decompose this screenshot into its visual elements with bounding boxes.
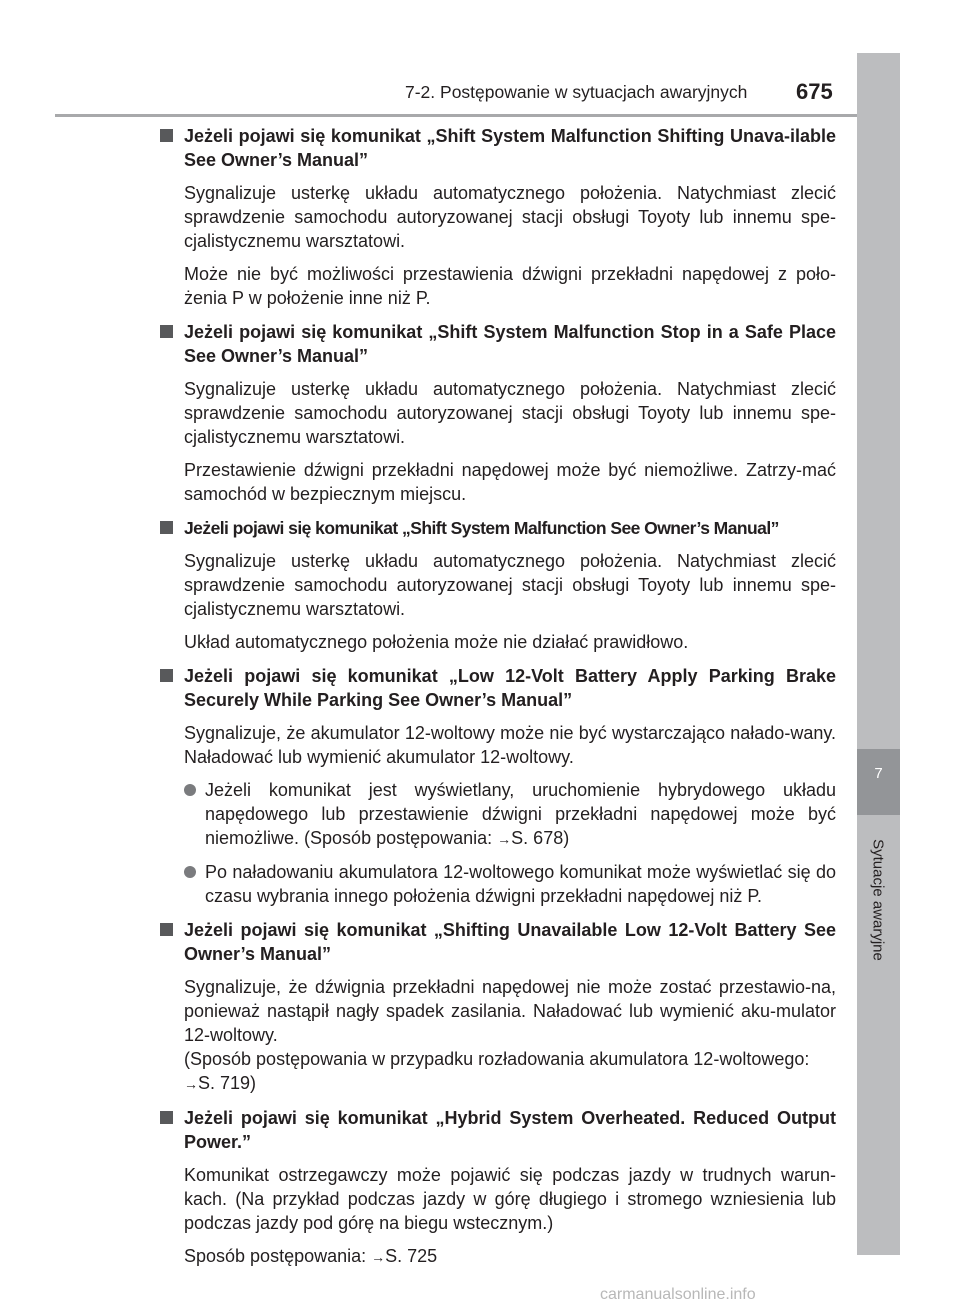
square-bullet-icon: [160, 521, 173, 534]
paragraph: Sygnalizuje, że dźwignia przekładni napędowej nie może zostać przestawio-na, ponieważ nastąpił nagły spadek zasilania. Naładować lub wymienić aku-mulator 12-woltowy.: [184, 977, 836, 1045]
bullet-item: [160, 778, 836, 851]
section-heading-text: Jeżeli pojawi się komunikat „Low 12-Volt Battery Apply Parking Brake Securely While Parking See Owner’s Manual”: [184, 666, 836, 710]
page-number: 675: [796, 79, 833, 104]
section-heading-text: Jeżeli pojawi się komunikat „Shift System Malfunction See Owner’s Manual”: [184, 518, 779, 538]
paragraph: Układ automatycznego położenia może nie działać prawidłowo.: [184, 632, 689, 652]
bullet-text: Po naładowaniu akumulatora 12-woltowego komunikat może wyświetlać się do czasu wybrania innego położenia dźwigni przekładni napędowej niż P.: [205, 862, 836, 906]
paragraph: Może nie być możliwości przestawienia dźwigni przekładni napędowej z poło-żenia P w położenie inne niż P.: [184, 264, 836, 308]
bullet-text: Jeżeli komunikat jest wyświetlany, uruchomienie hybrydowego układu napędowego lub przestawienie dźwigni przekładni napędowej może być niemożliwe. (Sposób postępowania:: [205, 780, 836, 848]
chapter-number-box: [857, 749, 900, 815]
chapter-side-tab: [857, 53, 900, 1255]
note-text: (Sposób postępowania w przypadku rozładowania akumulatora 12-woltowego:: [184, 1049, 810, 1069]
procedure-text: Sposób postępowania:: [184, 1246, 372, 1266]
section-stop-safe-place: [160, 320, 836, 506]
section-shift-malfunction: [160, 516, 836, 654]
section-heading: [160, 516, 836, 540]
paragraph: Sygnalizuje usterkę układu automatycznego położenia. Natychmiast zlecić sprawdzenie samochodu autoryzowanej stacji obsługi Toyoty lub innemu spe-cjalistycznemu warsztatowi.: [184, 379, 836, 447]
section-shifting-unavailable-battery: [160, 918, 836, 1096]
chapter-number: 7: [874, 765, 883, 782]
section-hybrid-overheated: [160, 1106, 836, 1269]
paragraph: Sygnalizuje usterkę układu automatycznego położenia. Natychmiast zlecić sprawdzenie samochodu autoryzowanej stacji obsługi Toyoty lub innemu spe-cjalistycznemu warsztatowi.: [184, 551, 836, 619]
section-heading-text: Jeżeli pojawi się komunikat „Shifting Unavailable Low 12-Volt Battery See Owner’s Manual”: [184, 920, 836, 964]
page-reference[interactable]: S. 719): [198, 1073, 257, 1093]
square-bullet-icon: [160, 325, 173, 338]
section-heading: [160, 918, 836, 966]
paragraph: Przestawienie dźwigni przekładni napędowej może być niemożliwe. Zatrzy-mać samochód w bezpiecznym miejscu.: [184, 460, 836, 504]
section-heading-text: Jeżeli pojawi się komunikat „Shift System Malfunction Shifting Unava-ilable See Owner’s Manual”: [184, 126, 836, 170]
square-bullet-icon: [160, 669, 173, 682]
running-header-title: 7-2. Postępowanie w sytuacjach awaryjnych: [405, 82, 748, 102]
square-bullet-icon: [160, 1111, 173, 1124]
header-rule: [55, 114, 857, 117]
page-reference[interactable]: S. 678): [511, 828, 570, 848]
arrow-right-icon: →: [497, 831, 512, 847]
watermark: carmanualsonline.info: [600, 1286, 756, 1303]
arrow-right-icon: →: [371, 1249, 386, 1265]
page-content: [160, 124, 836, 1279]
section-shift-unavailable: [160, 124, 836, 310]
chapter-label: Sytuacje awaryjne: [869, 839, 887, 961]
reference-note: [160, 1047, 836, 1096]
page-reference[interactable]: S. 725: [385, 1246, 438, 1266]
section-heading: [160, 124, 836, 172]
procedure-reference: [160, 1244, 836, 1269]
arrow-right-icon: →: [184, 1076, 198, 1092]
square-bullet-icon: [160, 129, 173, 142]
square-bullet-icon: [160, 923, 173, 936]
paragraph: Sygnalizuje, że akumulator 12-woltowy może nie być wystarczająco nałado-wany. Naładować lub wymienić akumulator 12-woltowy.: [184, 723, 836, 767]
section-heading-text: Jeżeli pojawi się komunikat „Shift System Malfunction Stop in a Safe Place See Owner’s Manual”: [184, 322, 836, 366]
section-heading-text: Jeżeli pojawi się komunikat „Hybrid System Overheated. Reduced Output Power.”: [184, 1108, 836, 1152]
section-heading: [160, 320, 836, 368]
bullet-item: [160, 860, 836, 908]
paragraph: Komunikat ostrzegawczy może pojawić się podczas jazdy w trudnych warun-kach. (Na przykład podczas jazdy w górę długiego i stromego wzniesienia lub podczas jazdy pod górę na biegu wstecznym.): [184, 1165, 836, 1233]
section-heading: [160, 664, 836, 712]
paragraph: Sygnalizuje usterkę układu automatycznego położenia. Natychmiast zlecić sprawdzenie samochodu autoryzowanej stacji obsługi Toyoty lub innemu spe-cjalistycznemu warsztatowi.: [184, 183, 836, 251]
section-heading: [160, 1106, 836, 1154]
circle-bullet-icon: [184, 866, 196, 878]
section-low-battery-parking: [160, 664, 836, 908]
circle-bullet-icon: [184, 784, 196, 796]
